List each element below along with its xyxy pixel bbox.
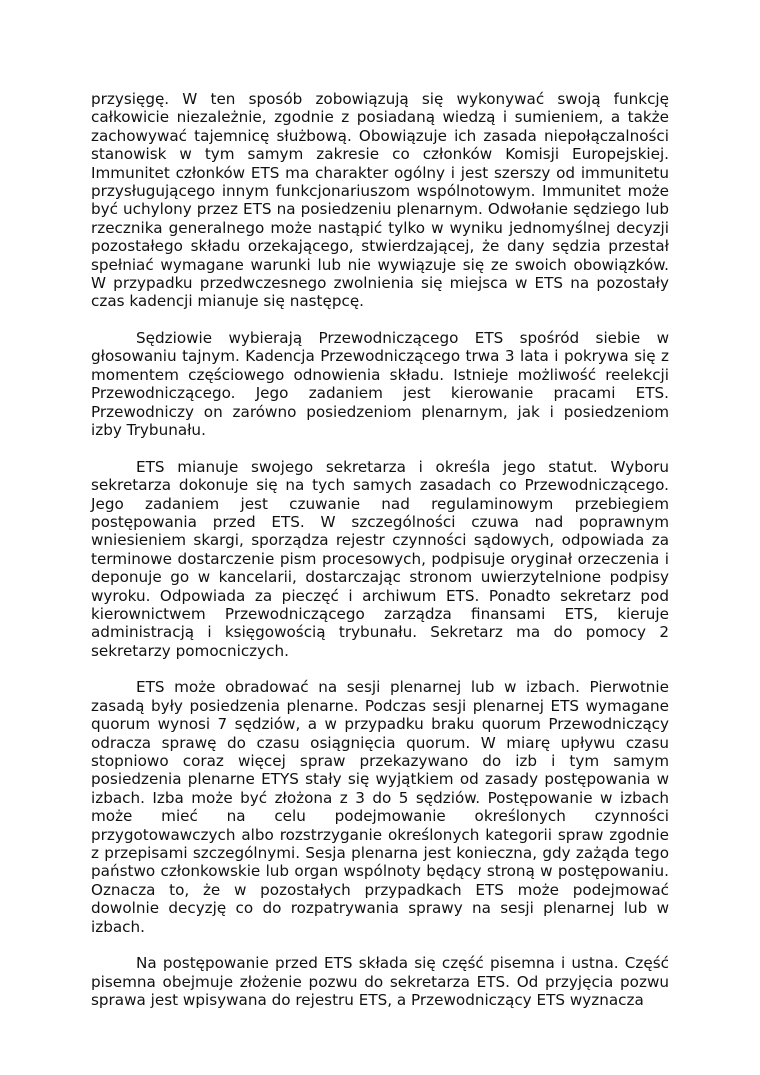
paragraph-3: ETS mianuje swojego sekretarza i określa jego statut. Wyboru sekretarza dokonuje się na tych samych zasadach co Przewodniczącego. Jego zadaniem jest czuwanie nad regulaminowym przebiegiem postępowania przed ETS. W szczególności czuwa nad poprawnym wniesieniem skargi, sporządza rejestr czynności sądowych, odpowiada za terminowe dostarczenie pism procesowych, podpisuje oryginał orzeczenia i deponuje go w kancelarii, dostarczając stronom uwierzytelnione podpisy wyroku. Odpowiada za pieczęć i archiwum ETS. Ponadto sekretarz pod kierownictwem Przewodniczącego zarządza finansami ETS, kieruje administracją i księgowością trybunału. Sekretarz ma do pomocy 2 sekretarzy pomocniczych.: [91, 457, 669, 660]
paragraph-spacer: [91, 311, 669, 329]
paragraph-5: Na postępowanie przed ETS składa się część pisemna i ustna. Część pisemna obejmuje złożenie pozwu do sekretarza ETS. Od przyjęcia pozwu sprawa jest wpisywana do rejestru ETS, a Przewodniczący ETS wyznacza: [91, 954, 669, 1010]
document-page: [91, 90, 669, 1009]
paragraph-2: Sędziowie wybierają Przewodniczącego ETS spośród siebie w głosowaniu tajnym. Kadencja Przewodniczącego trwa 3 lata i pokrywa się z momentem częściowego odnowienia składu. Istnieje możliwość reelekcji Przewodniczącego. Jego zadaniem jest kierowanie pracami ETS. Przewodniczy on zarówno posiedzeniom plenarnym, jak i posiedzeniom izby Trybunału.: [91, 329, 669, 440]
paragraph-spacer: [91, 936, 669, 954]
paragraph-spacer: [91, 660, 669, 678]
paragraph-4: ETS może obradować na sesji plenarnej lub w izbach. Pierwotnie zasadą były posiedzenia plenarne. Podczas sesji plenarnej ETS wymagane quorum wynosi 7 sędziów, a w przypadku braku quorum Przewodniczący odracza sprawę do czasu osiągnięcia quorum. W miarę upływu czasu stopniowo coraz więcej spraw przekazywano do izb i tym samym posiedzenia plenarne ETYS stały się wyjątkiem od zasady postępowania w izbach. Izba może być złożona z 3 do 5 sędziów. Postępowanie w izbach może mieć na celu podejmowanie określonych czynności przygotowawczych albo rozstrzyganie określonych kategorii spraw zgodnie z przepisami szczególnymi. Sesja plenarna jest konieczna, gdy zażąda tego państwo członkowskie lub organ wspólnoty będący stroną w postępowaniu. Oznacza to, że w pozostałych przypadkach ETS może podejmować dowolnie decyzję co do rozpatrywania sprawy na sesji plenarnej lub w izbach.: [91, 678, 669, 936]
paragraph-spacer: [91, 440, 669, 458]
paragraph-1: przysięgę. W ten sposób zobowiązują się wykonywać swoją funkcję całkowicie niezależnie, zgodnie z posiadaną wiedzą i sumieniem, a także zachowywać tajemnicę służbową. Obowiązuje ich zasada niepołączalności stanowisk w tym samym zakresie co członków Komisji Europejskiej. Immunitet członków ETS ma charakter ogólny i jest szerszy od immunitetu przysługującego innym funkcjonariuszom wspólnotowym. Immunitet może być uchylony przez ETS na posiedzeniu plenarnym. Odwołanie sędziego lub rzecznika generalnego może nastąpić tylko w wyniku jednomyślnej decyzji pozostałego składu orzekającego, stwierdzającej, że dany sędzia przestał spełniać wymagane warunki lub nie wywiązuje się ze swoich obowiązków. W przypadku przedwczesnego zwolnienia się miejsca w ETS na pozostały czas kadencji mianuje się następcę.: [91, 90, 669, 311]
